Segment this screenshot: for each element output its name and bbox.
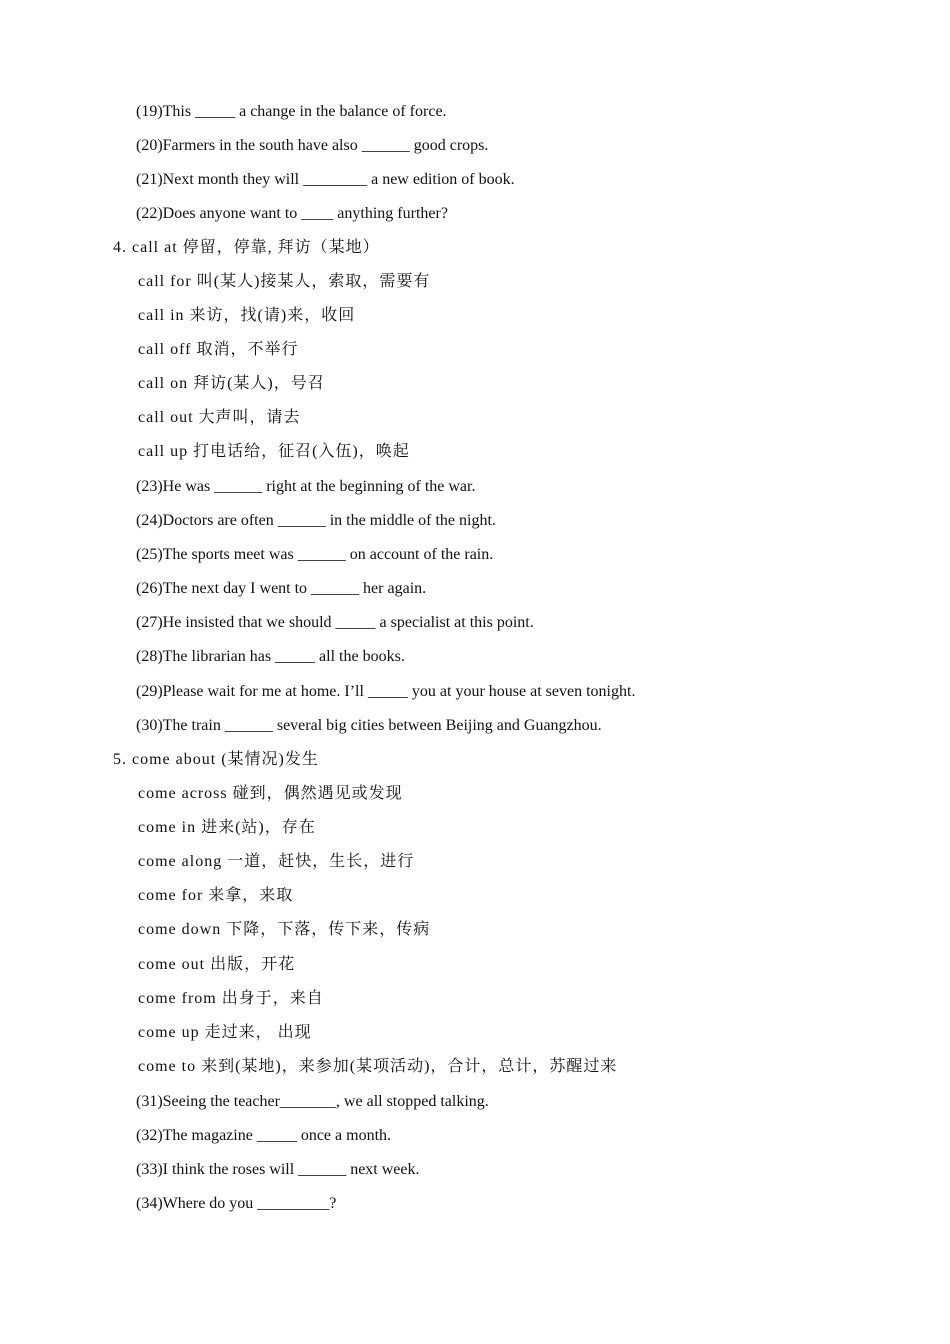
question-33: (33)I think the roses will ______ next week. [136, 1161, 420, 1178]
phrase-come-along: come along 一道，赶快，生长，进行 [138, 853, 415, 870]
question-25: (25)The sports meet was ______ on account of the rain. [136, 546, 494, 563]
question-34: (34)Where do you _________? [136, 1195, 337, 1212]
phrase-come-from: come from 出身于，来自 [138, 990, 324, 1007]
question-20: (20)Farmers in the south have also ______ good crops. [136, 137, 489, 154]
phrase-call-on: call on 拜访(某人)，号召 [138, 375, 325, 392]
question-19: (19)This _____ a change in the balance of force. [136, 103, 447, 120]
phrase-come-across: come across 碰到，偶然遇见或发现 [138, 785, 403, 802]
phrase-come-out: come out 出版，开花 [138, 956, 296, 973]
question-27: (27)He insisted that we should _____ a specialist at this point. [136, 614, 534, 631]
phrase-call-in: call in 来访，找(请)来，收回 [138, 307, 356, 324]
phrase-come-to: come to 来到(某地)，来参加(某项活动)，合计，总计，苏醒过来 [138, 1058, 618, 1075]
question-23: (23)He was ______ right at the beginning of the war. [136, 478, 476, 495]
question-21: (21)Next month they will ________ a new edition of book. [136, 171, 515, 188]
question-32: (32)The magazine _____ once a month. [136, 1127, 392, 1144]
phrase-come-for: come for 来拿，来取 [138, 887, 294, 904]
phrase-call-off: call off 取消，不举行 [138, 341, 299, 358]
phrase-come-in: come in 进来(站)，存在 [138, 819, 316, 836]
phrase-come-down: come down 下降，下落，传下来，传病 [138, 921, 431, 938]
question-31: (31)Seeing the teacher_______, we all stopped talking. [136, 1093, 489, 1110]
phrase-call-out: call out 大声叫，请去 [138, 409, 301, 426]
question-24: (24)Doctors are often ______ in the middle of the night. [136, 512, 496, 529]
phrase-come-up: come up 走过来， 出现 [138, 1024, 312, 1041]
question-28: (28)The librarian has _____ all the books. [136, 648, 405, 665]
question-30: (30)The train ______ several big cities between Beijing and Guangzhou. [136, 717, 602, 734]
question-29: (29)Please wait for me at home. I’ll _____ you at your house at seven tonight. [136, 683, 636, 700]
phrase-call-for: call for 叫(某人)接某人，索取，需要有 [138, 273, 431, 290]
phrase-call-up: call up 打电话给，征召(入伍)，唤起 [138, 443, 410, 460]
question-26: (26)The next day I went to ______ her again. [136, 580, 427, 597]
question-22: (22)Does anyone want to ____ anything further? [136, 205, 448, 222]
section-4-heading: 4. call at 停留，停靠, 拜访（某地） [113, 239, 380, 256]
section-5-heading: 5. come about (某情况)发生 [113, 751, 319, 768]
